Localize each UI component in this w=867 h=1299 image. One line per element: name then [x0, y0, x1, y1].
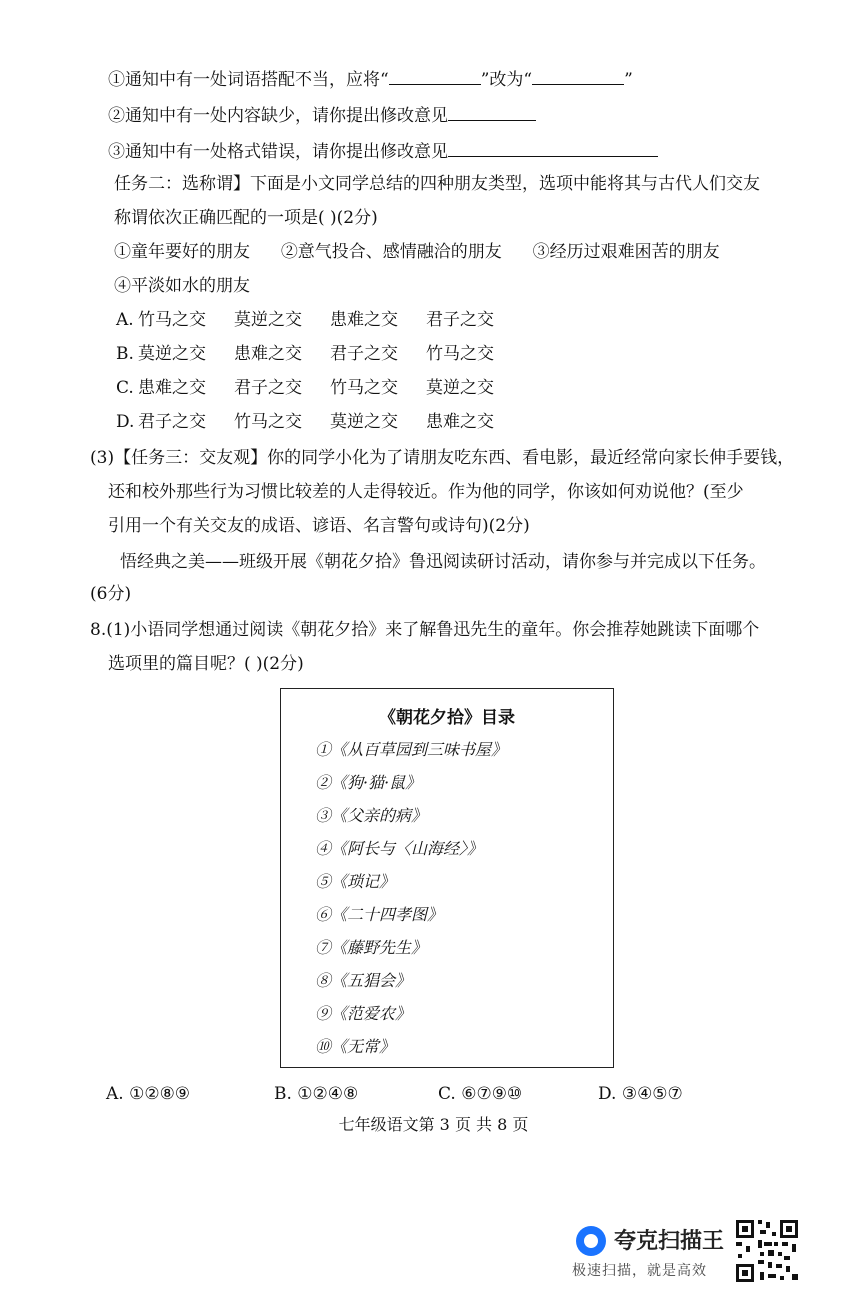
option-label: A. [116, 310, 134, 330]
option-term: 竹马之交 [234, 412, 302, 432]
quark-logo-icon [576, 1226, 606, 1256]
toc-item: ①《从百草园到三味书屋》 [315, 740, 508, 759]
choice-option-c[interactable] [116, 376, 494, 400]
task2-line2: 称谓依次正确匹配的一项是( )(2分) [114, 208, 378, 228]
task1-item1-text-b: ”改为“ [480, 70, 533, 90]
toc-item: ⑦《藤野先生》 [315, 938, 428, 957]
q8-line1: 8.(1)小语同学想通过阅读《朝花夕拾》来了解鲁迅先生的童年。你会推荐她跳读下面哪个 [90, 620, 760, 640]
toc-item: ⑤《琐记》 [315, 872, 396, 891]
choice-option-a[interactable] [116, 308, 494, 332]
task3-line1: (3)【任务三：交友观】你的同学小化为了请朋友吃东西、看电影，最近经常向家长伸手要钱， [90, 448, 795, 468]
section-intro: 悟经典之美——班级开展《朝花夕拾》鲁迅阅读研讨活动，请你参与并完成以下任务。 [120, 552, 766, 572]
task1-item3-text: ③通知中有一处格式错误，请你提出修改意见 [108, 142, 448, 162]
option-label: B. [116, 344, 134, 364]
toc-item: ④《阿长与〈山海经〉》 [315, 839, 484, 858]
task1-item1-text-a: ①通知中有一处词语搭配不当，应将“ [108, 70, 389, 90]
friend-type: ③经历过艰难困苦的朋友 [532, 242, 720, 262]
task1-item2-text: ②通知中有一处内容缺少，请你提出修改意见 [108, 106, 448, 126]
answer-option-a[interactable]: A. ①②⑧⑨ [106, 1084, 191, 1104]
toc-item: ⑩《无常》 [315, 1037, 396, 1056]
task2-line1: 任务二：选称谓】下面是小文同学总结的四种朋友类型，选项中能将其与古代人们交友 [114, 174, 760, 194]
friend-type: ①童年要好的朋友 [114, 242, 250, 262]
task1-item3 [108, 138, 658, 164]
toc-item: ⑨《范爱农》 [315, 1004, 412, 1023]
friend-type: ②意气投合、感情融洽的朋友 [280, 242, 502, 262]
task1-item1-text-c: ” [624, 70, 633, 90]
choice-option-b[interactable] [116, 342, 494, 366]
option-term: 莫逆之交 [426, 378, 494, 398]
toc-title: 《朝花夕拾》目录 [379, 708, 515, 728]
option-term: 患难之交 [426, 412, 494, 432]
option-term: 莫逆之交 [234, 310, 302, 330]
answer-blank[interactable] [448, 138, 658, 157]
q8-line2: 选项里的篇目呢？( )(2分) [108, 654, 304, 674]
option-term: 莫逆之交 [138, 344, 206, 364]
toc-item: ③《父亲的病》 [315, 806, 428, 825]
toc-item: ⑧《五猖会》 [315, 971, 412, 990]
option-term: 患难之交 [330, 310, 398, 330]
toc-item: ⑥《二十四孝图》 [315, 905, 444, 924]
answer-option-b[interactable]: B. ①②④⑧ [274, 1084, 359, 1104]
qr-code-icon [734, 1218, 800, 1284]
option-term: 患难之交 [138, 378, 206, 398]
task3-line2: 还和校外那些行为习惯比较差的人走得较近。作为他的同学，你该如何劝说他？(至少 [108, 482, 744, 502]
choice-option-d[interactable] [116, 410, 494, 434]
brand-name: 夸克扫描王 [614, 1229, 725, 1254]
option-term: 竹马之交 [138, 310, 206, 330]
option-term: 患难之交 [234, 344, 302, 364]
option-term: 竹马之交 [426, 344, 494, 364]
answer-blank[interactable] [448, 102, 536, 121]
option-term: 君子之交 [234, 378, 302, 398]
toc-box [280, 688, 614, 1068]
answer-option-d[interactable]: D. ③④⑤⑦ [598, 1084, 683, 1104]
option-term: 莫逆之交 [330, 412, 398, 432]
task1-item1 [108, 66, 633, 92]
section-points: (6分) [90, 584, 132, 604]
page-footer: 七年级语文第 3 页 共 8 页 [338, 1115, 529, 1134]
option-term: 竹马之交 [330, 378, 398, 398]
task1-item2 [108, 102, 536, 128]
option-label: C. [116, 378, 134, 398]
task2-types-line2: ④平淡如水的朋友 [114, 276, 250, 296]
scanner-watermark [572, 1222, 732, 1282]
task2-types-line1 [114, 240, 720, 264]
toc-item: ②《狗·猫·鼠》 [315, 773, 422, 792]
brand-tagline: 极速扫描，就是高效 [572, 1263, 707, 1279]
option-label: D. [116, 412, 135, 432]
option-term: 君子之交 [138, 412, 206, 432]
option-term: 君子之交 [330, 344, 398, 364]
option-term: 君子之交 [426, 310, 494, 330]
task3-line3: 引用一个有关交友的成语、谚语、名言警句或诗句)(2分) [108, 516, 530, 536]
answer-blank[interactable] [389, 66, 481, 85]
answer-option-c[interactable]: C. ⑥⑦⑨⑩ [438, 1084, 523, 1104]
answer-blank[interactable] [532, 66, 624, 85]
